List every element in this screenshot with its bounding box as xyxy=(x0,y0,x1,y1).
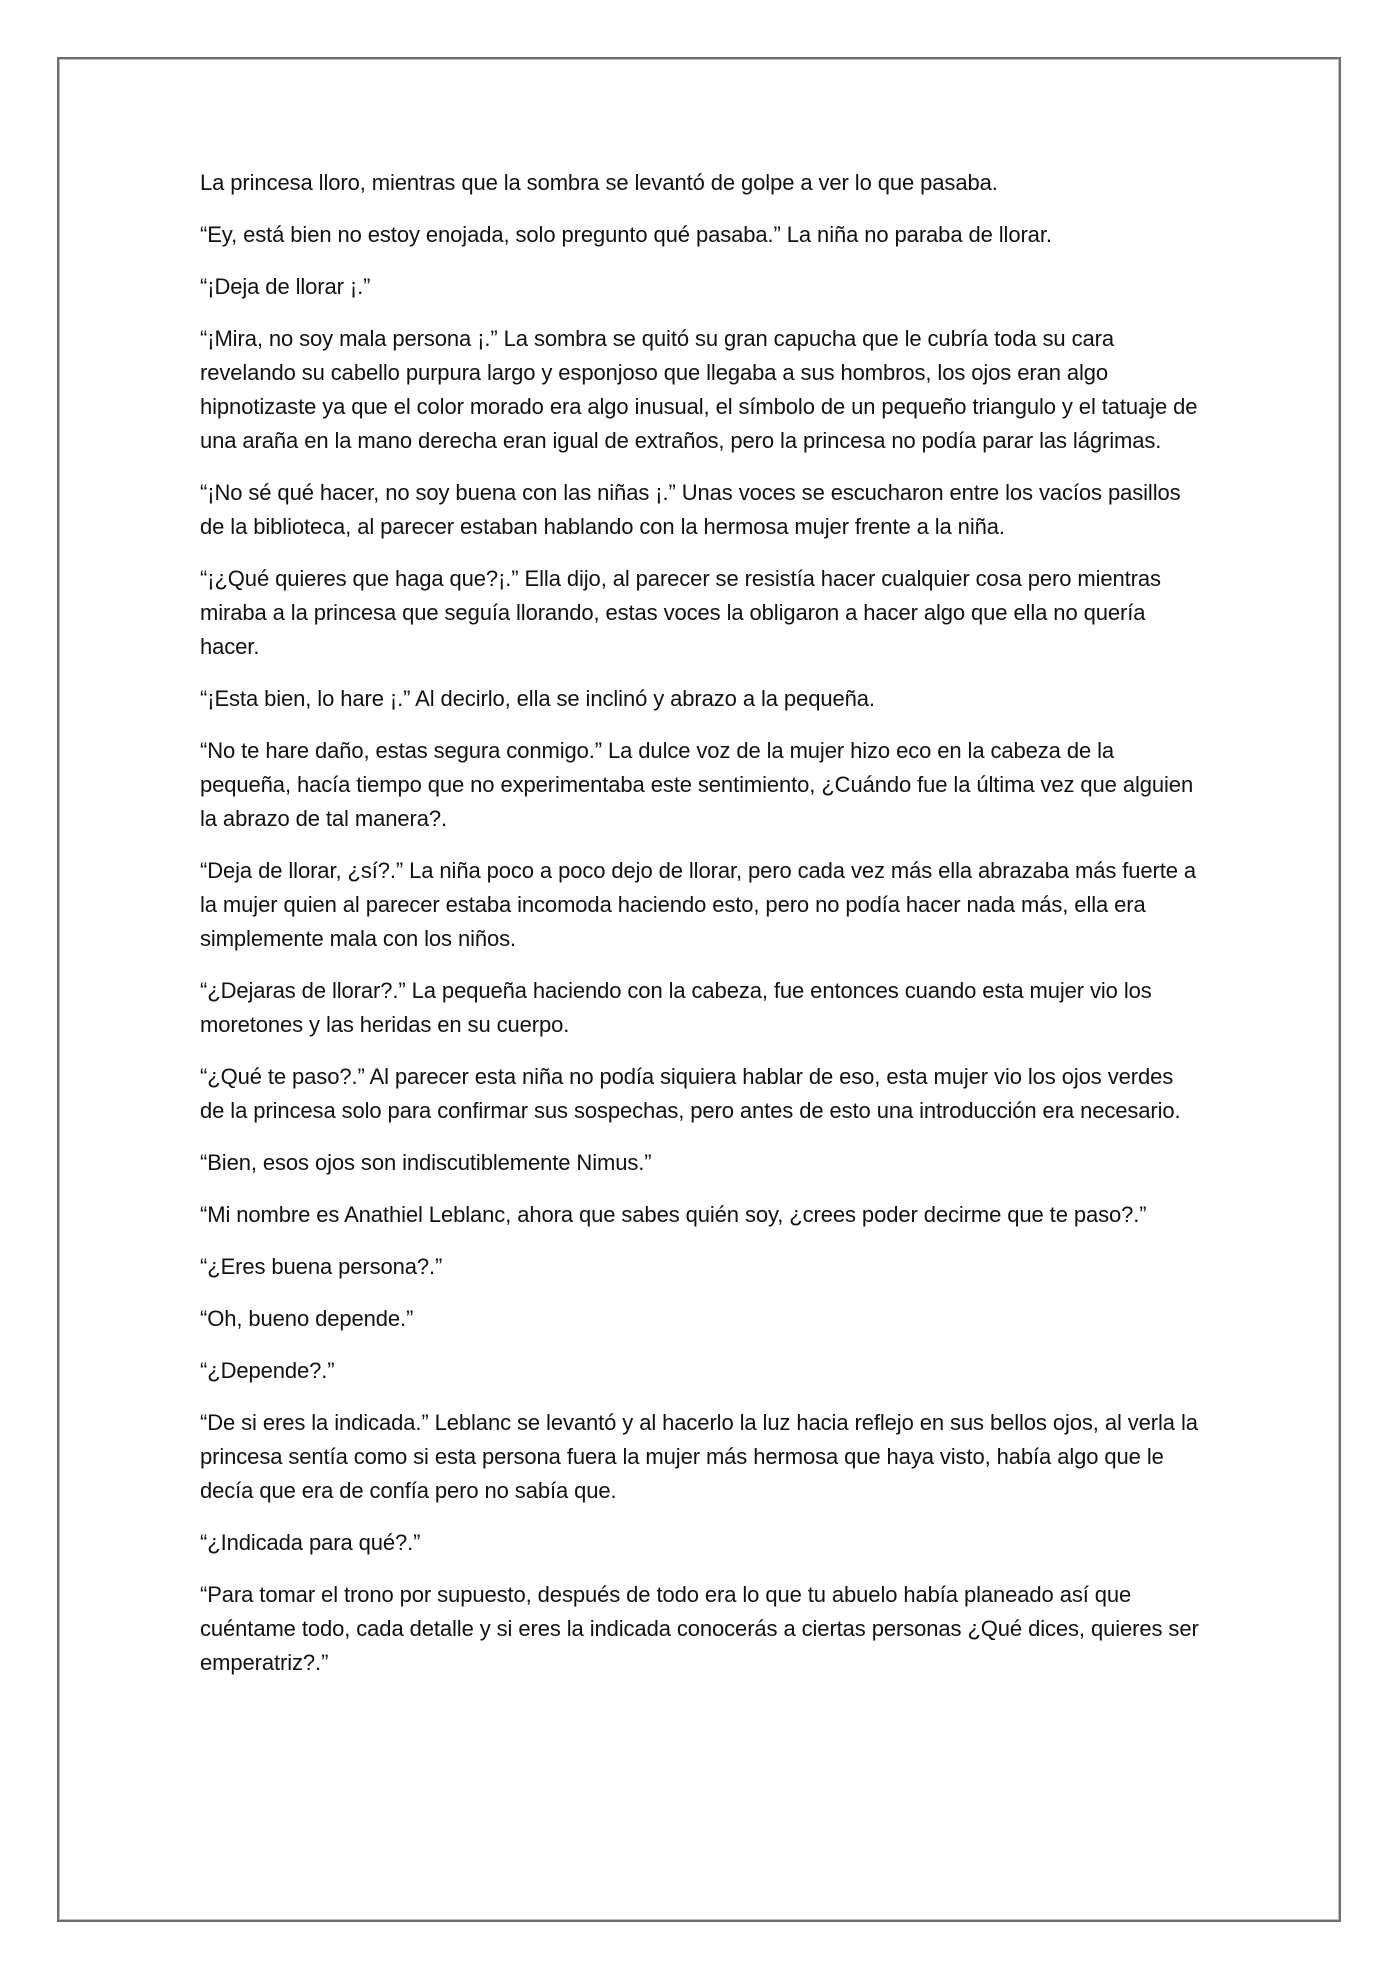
paragraph: “Mi nombre es Anathiel Leblanc, ahora que sabes quién soy, ¿crees poder decirme que te paso?.” xyxy=(200,1202,1147,1227)
paragraph: “¡Deja de llorar ¡.” xyxy=(200,274,371,299)
paragraph: “¿Qué te paso?.” Al parecer esta niña no podía siquiera hablar de eso, esta mujer vio los ojos verdes de la princesa solo para confirmar sus sospechas, pero antes de esto una introducción era necesario. xyxy=(200,1064,1181,1123)
paragraph: “Deja de llorar, ¿sí?.” La niña poco a poco dejo de llorar, pero cada vez más ella abrazaba más fuerte a la mujer quien al parecer estaba incomoda haciendo esto, pero no podía hacer nada más, ella era simplemente mala con los niños. xyxy=(200,858,1197,951)
paragraph: “No te hare daño, estas segura conmigo.” La dulce voz de la mujer hizo eco en la cabeza de la pequeña, hacía tiempo que no experimentaba este sentimiento, ¿Cuándo fue la última vez que alguien la abrazo de tal manera?. xyxy=(200,738,1194,831)
document-body xyxy=(200,166,1200,1698)
paragraph: “¿Eres buena persona?.” xyxy=(200,1254,443,1279)
paragraph: “¡No sé qué hacer, no soy buena con las niñas ¡.” Unas voces se escucharon entre los vacíos pasillos de la biblioteca, al parecer estaban hablando con la hermosa mujer frente a la niña. xyxy=(200,480,1181,539)
paragraph: “¿Dejaras de llorar?.” La pequeña haciendo con la cabeza, fue entonces cuando esta mujer vio los moretones y las heridas en su cuerpo. xyxy=(200,978,1152,1037)
paragraph: “¿Depende?.” xyxy=(200,1358,335,1383)
paragraph: “¿Indicada para qué?.” xyxy=(200,1530,421,1555)
paragraph: La princesa lloro, mientras que la sombra se levantó de golpe a ver lo que pasaba. xyxy=(200,170,998,195)
paragraph: “Para tomar el trono por supuesto, después de todo era lo que tu abuelo había planeado así que cuéntame todo, cada detalle y si eres la indicada conocerás a ciertas personas ¿Qué dices, quieres ser emperatriz?.” xyxy=(200,1582,1199,1675)
paragraph: “¡Esta bien, lo hare ¡.” Al decirlo, ella se inclinó y abrazo a la pequeña. xyxy=(200,686,875,711)
paragraph: “De si eres la indicada.” Leblanc se levantó y al hacerlo la luz hacia reflejo en sus bellos ojos, al verla la princesa sentía como si esta persona fuera la mujer más hermosa que haya visto, había algo que le decía que era de confía pero no sabía que. xyxy=(200,1410,1198,1503)
paragraph: “Oh, bueno depende.” xyxy=(200,1306,414,1331)
paragraph: “Ey, está bien no estoy enojada, solo pregunto qué pasaba.” La niña no paraba de llorar. xyxy=(200,222,1052,247)
paragraph: “¡Mira, no soy mala persona ¡.” La sombra se quitó su gran capucha que le cubría toda su cara revelando su cabello purpura largo y esponjoso que llegaba a sus hombros, los ojos eran algo hipnotizaste ya que el color morado era algo inusual, el símbolo de un pequeño triangulo y el tatuaje de una araña en la mano derecha eran igual de extraños, pero la princesa no podía parar las lágrimas. xyxy=(200,326,1198,453)
paragraph: “Bien, esos ojos son indiscutiblemente Nimus.” xyxy=(200,1150,652,1175)
paragraph: “¡¿Qué quieres que haga que?¡.” Ella dijo, al parecer se resistía hacer cualquier cosa pero mientras miraba a la princesa que seguía llorando, estas voces la obligaron a hacer algo que ella no quería hacer. xyxy=(200,566,1161,659)
